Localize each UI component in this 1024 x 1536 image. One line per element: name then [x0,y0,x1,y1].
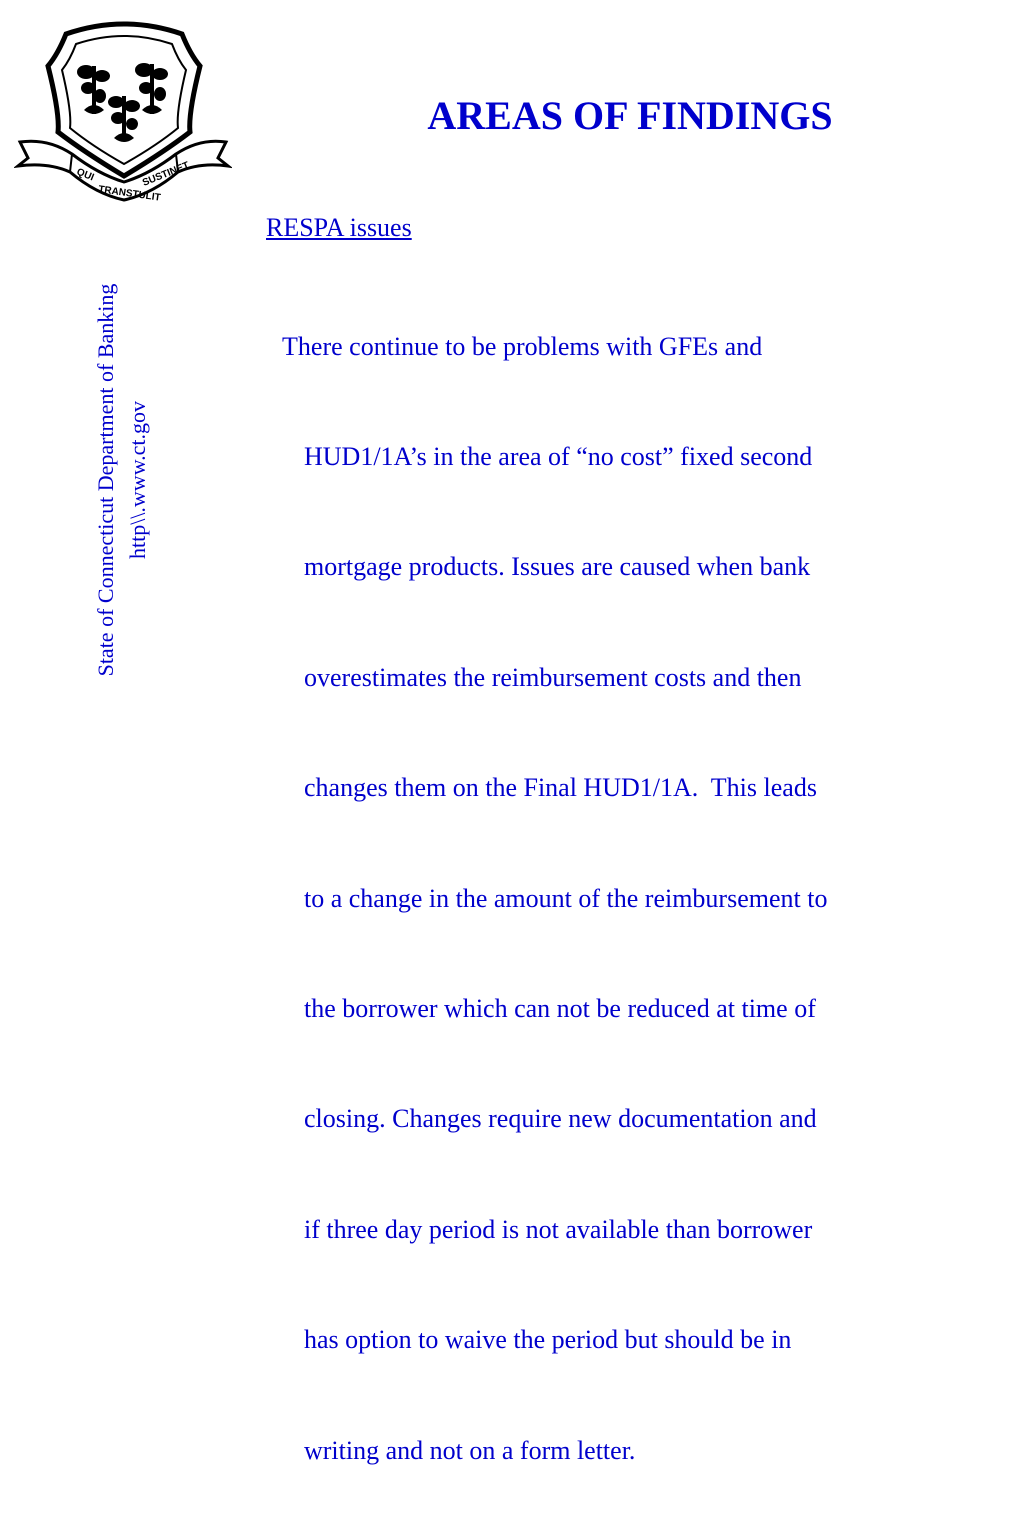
body-line: closing. Changes require new documentation and [304,1104,817,1134]
sidebar-department: State of Connecticut Department of Banking [93,283,118,677]
seal-motto [14,14,232,202]
body-line: to a change in the amount of the reimbursement to [304,883,828,913]
sidebar-caption [90,245,170,715]
body-line: mortgage products. Issues are caused when bank [304,552,811,582]
motto-sustinet: SUSTINET [141,160,191,189]
page-title: AREAS OF FINDINGS [427,93,833,138]
section-body [276,255,1006,1536]
body-line: the borrower which can not be reduced at time of [304,993,816,1023]
body-line: has option to waive the period but should be in [304,1325,792,1355]
section-heading: RESPA issues [266,213,412,242]
motto-qui: QUI [74,166,96,184]
body-line: There continue to be problems with GFEs and [276,331,763,361]
body-line: overestimates the reimbursement costs and then [304,662,802,692]
sidebar-url: http\\.www.ct.gov [125,400,150,560]
body-line: changes them on the Final HUD1/1A. This leads [304,773,817,803]
motto-transtulit: TRANSTULIT [97,184,162,204]
body-line: HUD1/1A’s in the area of “no cost” fixed second [304,441,813,471]
body-line: if three day period is not available than borrower [304,1214,813,1244]
body-line: writing and not on a form letter. [304,1435,636,1465]
